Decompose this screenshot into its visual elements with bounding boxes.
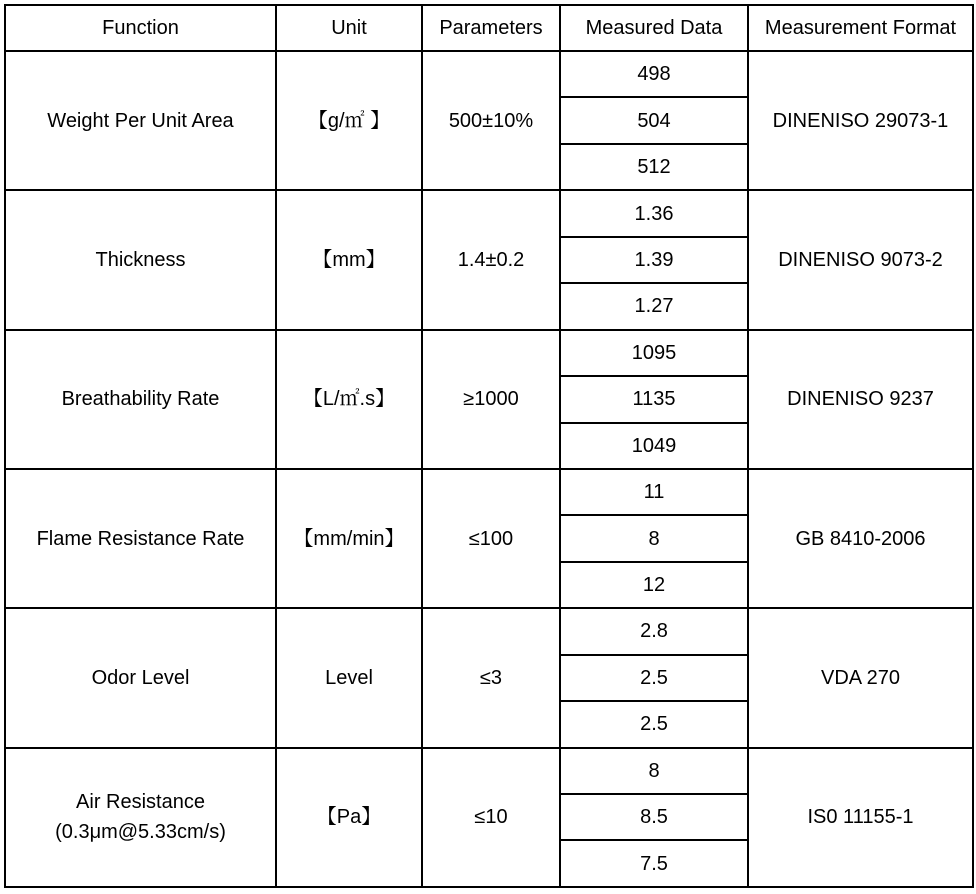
- header-row: [5, 5, 973, 51]
- header-function: Function: [5, 5, 276, 51]
- measured-cell: 1.27: [560, 283, 748, 329]
- measured-cell: 1.39: [560, 237, 748, 283]
- unit-cell: 【g/㎡ 】: [276, 51, 422, 190]
- measured-cell: 11: [560, 469, 748, 515]
- measured-cell: 8: [560, 748, 748, 794]
- measured-cell: 512: [560, 144, 748, 190]
- unit-cell: Level: [276, 608, 422, 747]
- header-parameters: Parameters: [422, 5, 560, 51]
- unit-cell: 【mm/min】: [276, 469, 422, 608]
- function-label: Flame Resistance Rate: [36, 527, 245, 550]
- function-label: Breathability Rate: [61, 388, 220, 411]
- measured-cell: 1049: [560, 423, 748, 469]
- measured-cell: 1095: [560, 330, 748, 376]
- function-sublabel: (0.3μm@5.33cm/s): [55, 821, 226, 844]
- parameters-cell: ≤10: [422, 748, 560, 887]
- format-cell: GB 8410-2006: [748, 469, 973, 608]
- table-row: [5, 51, 973, 97]
- unit-cell: 【L/㎡.s】: [276, 330, 422, 469]
- function-cell: [5, 330, 276, 469]
- unit-cell: 【mm】: [276, 190, 422, 329]
- measured-cell: 504: [560, 97, 748, 143]
- parameters-cell: 500±10%: [422, 51, 560, 190]
- table-row: [5, 469, 973, 515]
- parameters-cell: ≤100: [422, 469, 560, 608]
- function-label: Air Resistance: [76, 791, 205, 814]
- format-cell: VDA 270: [748, 608, 973, 747]
- format-cell: DINENISO 9073-2: [748, 190, 973, 329]
- header-measurement-format: Measurement Format: [748, 5, 973, 51]
- measured-cell: 8: [560, 515, 748, 561]
- table-row: [5, 608, 973, 654]
- measured-cell: 2.5: [560, 655, 748, 701]
- measured-cell: 7.5: [560, 840, 748, 887]
- header-measured-data: Measured Data: [560, 5, 748, 51]
- header-unit: Unit: [276, 5, 422, 51]
- table-row: [5, 330, 973, 376]
- function-cell: [5, 190, 276, 329]
- unit-cell: 【Pa】: [276, 748, 422, 887]
- function-cell: [5, 51, 276, 190]
- format-cell: IS0 11155-1: [748, 748, 973, 887]
- parameters-cell: 1.4±0.2: [422, 190, 560, 329]
- measured-cell: 8.5: [560, 794, 748, 840]
- function-label: Thickness: [95, 248, 186, 271]
- format-cell: DINENISO 29073-1: [748, 51, 973, 190]
- function-label: Weight Per Unit Area: [47, 109, 234, 132]
- function-cell: [5, 469, 276, 608]
- spec-table: [4, 4, 974, 888]
- function-label: Odor Level: [91, 666, 190, 689]
- measured-cell: 2.8: [560, 608, 748, 654]
- measured-cell: 1135: [560, 376, 748, 422]
- measured-cell: 2.5: [560, 701, 748, 747]
- table-row: [5, 748, 973, 794]
- function-cell: [5, 748, 276, 887]
- measured-cell: 1.36: [560, 190, 748, 236]
- function-cell: [5, 608, 276, 747]
- format-cell: DINENISO 9237: [748, 330, 973, 469]
- parameters-cell: ≥1000: [422, 330, 560, 469]
- measured-cell: 12: [560, 562, 748, 608]
- table-row: [5, 190, 973, 236]
- parameters-cell: ≤3: [422, 608, 560, 747]
- measured-cell: 498: [560, 51, 748, 97]
